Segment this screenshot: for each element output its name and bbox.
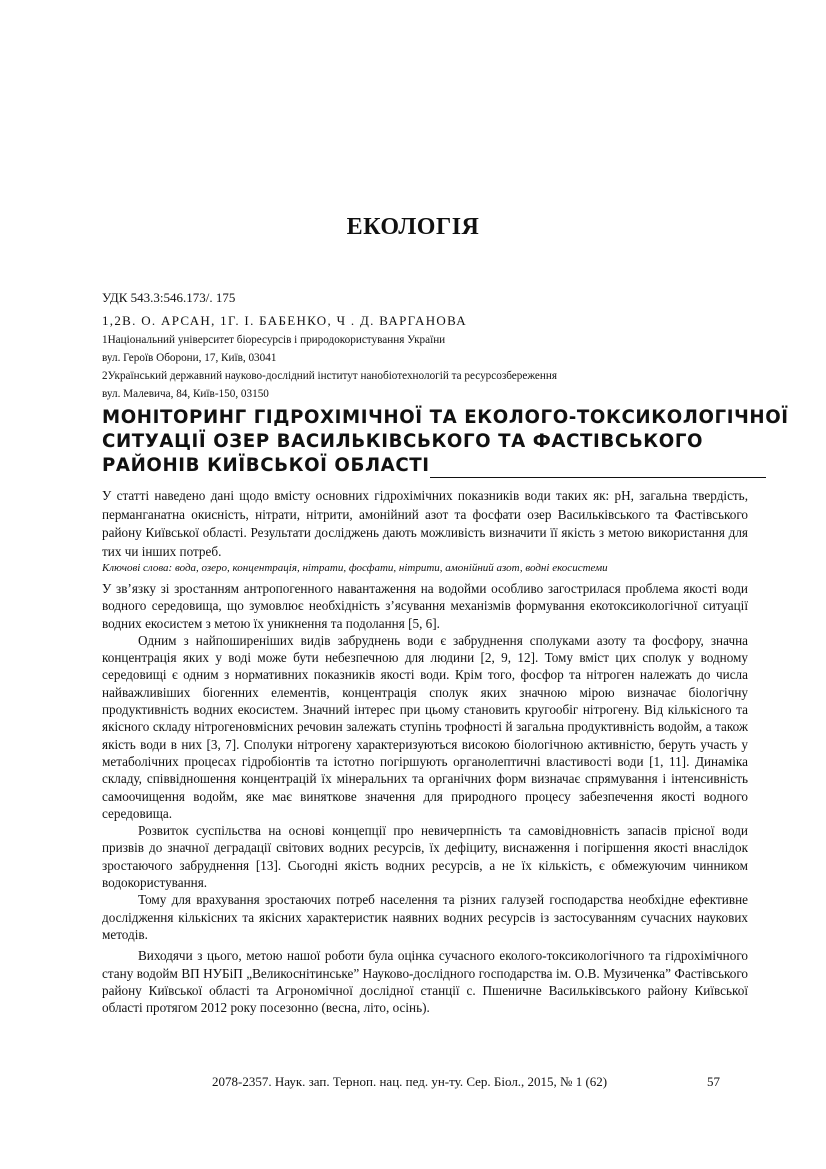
article-title-line-3 — [102, 454, 762, 478]
body-paragraph-2: Одним з найпоширеніших видів забруднень води є забруднення сполуками азоту та фосфору, значна концентрація яких у воді може бути небезпечною для людини [2, 9, 12]. Тому вміст цих сполук у водному середовищі є одним з нормативних показників якості води. Крім того, фосфор та нітроген належать до числа найважливіших біогенних елементів, концентрація сполук яких значною мірою визначає біологічну продуктивність водних екосистем. Значний інтерес при цьому становить кругообіг нітрогену. Від кількісного та якісного складу нітрогеновмісних речовин залежать ступінь трофності й загальна продуктивність водойм, а також якість води в них [3, 7]. Сполуки нітрогену характеризуються високою біологічною активністю, беруть участь у метаболічних процесах гідробіонтів та істотно погіршують органолептичні властивості води [1, 11]. Динаміка складу, співвідношення концентрацій їх мінеральних та органічних форм визначає спрямування і інтенсивність самоочищення водойм, яке має виняткове значення для природного процесу забезпечення якості водного середовища. — [102, 632, 748, 821]
body-paragraph-1: У зв’язку зі зростанням антропогенного навантаження на водойми особливо загострилася проблема якості води водного середовища, що зумовлює необхідність з’ясування механізмів формування екотоксикологічної ситуації водних екосистем з метою їх уникнення та подолання [5, 6]. — [102, 581, 748, 631]
page-number: 57 — [707, 1074, 720, 1089]
body-paragraph-3: Розвиток суспільства на основі концепції про невичерпність та самовідновність запасів прісної води призвів до значної деградації світових водних ресурсів, їх дефіциту, виснаження і погіршення якості внаслідок зростаючого забруднення [13]. Сьогодні якість водних ресурсів, а не їх кількість, є обмежуючим чинником водокористування. — [102, 823, 748, 891]
affiliation-2: 2Український державний науково-дослідний інститут нанобіотехнологій та ресурсозбереження — [102, 370, 557, 382]
article-body — [102, 580, 748, 1016]
udk-code: УДК 543.3:546.173/. 175 — [102, 290, 236, 305]
title-underline-rule — [430, 459, 766, 478]
affiliation-2-address: вул. Малевича, 84, Київ-150, 03150 — [102, 388, 269, 400]
body-paragraph-4: Тому для врахування зростаючих потреб населення та різних галузей господарства необхідне ефективне дослідження кількісних та якісних характеристик наявних водних ресурсів із застосуванням сучасних наукових методів. — [102, 892, 748, 942]
affiliation-1: 1Національний університет біоресурсів і природокористування України — [102, 334, 446, 346]
body-paragraph-5: Виходячи з цього, метою нашої роботи була оцінка сучасного еколого-токсикологічного та гідрохімічного стану водойм ВП НУБіП „Великоснітинське” Науково-дослідного господарства ім. О.В. Музиченка” Фастівського району Київської області та Агрономічної дослідної станції с. Пшеничне Васильківського району Київської області протягом 2012 року посезонно (весна, літо, осінь). — [102, 948, 748, 1016]
keywords: Ключові слова: вода, озеро, концентрація, нітрати, фосфати, нітрити, амонійний азот, водні екосистеми — [102, 562, 608, 574]
abstract: У статті наведено дані щодо вмісту основних гідрохімічних показників води таких як: pH, загальна твердість, перманганатна окисність, нітрати, нітрити, амонійний азот та фосфати озер Васильківського та Фастівського району Київської області. Результати досліджень дають можливість визначити її якість з метою використання для тих чи інших потреб. — [102, 488, 748, 559]
article-title-line-2: СИТУАЦІЇ ОЗЕР ВАСИЛЬКІВСЬКОГО ТА ФАСТІВСЬКОГО — [102, 431, 704, 452]
affiliation-1-address: вул. Героїв Оборони, 17, Київ, 03041 — [102, 352, 277, 364]
article-title-line-1: МОНІТОРИНГ ГІДРОХІМІЧНОЇ ТА ЕКОЛОГО-ТОКСИКОЛОГІЧНОЇ — [102, 407, 789, 428]
article-title — [102, 406, 789, 478]
authors-line: 1,2В. О. АРСАН, 1Г. І. БАБЕНКО, Ч . Д. ВАРГАНОВА — [102, 313, 467, 328]
journal-footer: 2078-2357. Наук. зап. Терноп. нац. пед. ун-ту. Сер. Біол., 2015, № 1 (62) — [212, 1074, 608, 1089]
section-heading: ЕКОЛОГІЯ — [346, 214, 480, 240]
article-title-line-3-text: РАЙОНІВ КИЇВСЬКОЇ ОБЛАСТІ — [102, 455, 430, 476]
